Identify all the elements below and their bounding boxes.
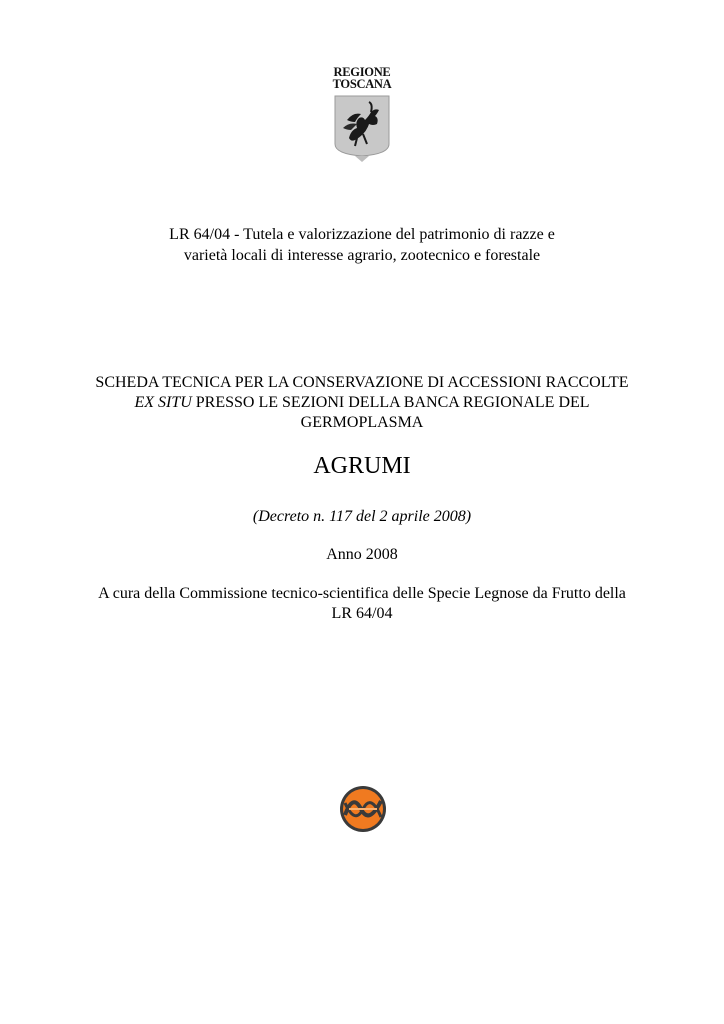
document-title: AGRUMI [313,453,411,479]
scheda-line-3: GERMOPLASMA [300,414,424,431]
law-line-1: LR 64/04 - Tutela e valorizzazione del patrimonio di razze e [169,226,555,243]
regione-toscana-logo [330,66,394,164]
law-line-2: varietà locali di interesse agrario, zootecnico e forestale [183,247,541,264]
scheda-line-2-rest: PRESSO LE SEZIONI DELLA BANCA REGIONALE DEL [191,394,590,411]
scheda-line-2 [0,393,724,413]
logo-line-2: TOSCANA [332,77,392,91]
law-title [0,224,724,266]
scheda-line-2-italic: EX SITU [134,394,192,411]
scheda-heading [0,373,724,433]
winged-horse-shield-icon [333,94,391,164]
decreto-reference: (Decreto n. 117 del 2 aprile 2008) [252,508,472,525]
editor-credit [0,584,724,624]
editor-credit-line-2: LR 64/04 [331,605,393,622]
year-text: Anno 2008 [326,546,398,563]
germplasm-bank-logo-icon [339,785,387,833]
scheda-line-1: SCHEDA TECNICA PER LA CONSERVAZIONE DI ACCESSIONI RACCOLTE [95,374,629,391]
logo-line-1: REGIONE [333,65,391,79]
editor-credit-line-1: A cura della Commissione tecnico-scientifica delle Specie Legnose da Frutto della [98,585,626,602]
